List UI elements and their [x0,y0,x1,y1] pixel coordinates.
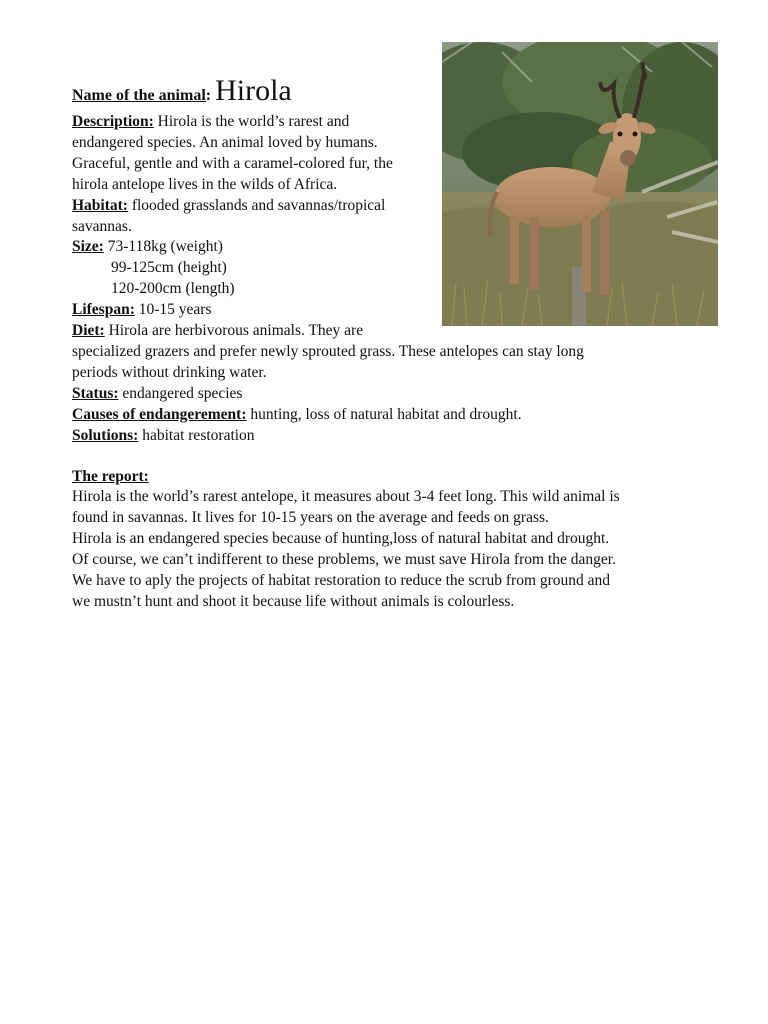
habitat-text-2: savannas. [72,217,132,235]
causes-label: Causes of endangerement: [72,405,247,423]
report-line-2: found in savannas. It lives for 10-15 years on the average and feeds on grass. [72,509,549,527]
animal-name: Hirola [215,74,292,107]
lifespan-label: Lifespan: [72,301,135,319]
description-text-4: hirola antelope lives in the wilds of Africa. [72,175,338,193]
name-label: Name of the animal [72,87,206,104]
size-line-1 [72,237,712,258]
size-weight: 73-118kg (weight) [107,238,223,256]
diet-line-1 [72,321,712,342]
diet-text-2: specialized grazers and prefer newly sprouted grass. These antelopes can stay long [72,342,584,360]
habitat-text-1: flooded grasslands and savannas/tropical [131,196,386,214]
report-line-3: Hirola is an endangered species because of hunting,loss of natural habitat and drought. [72,530,610,548]
fact-sheet [72,76,712,613]
habitat-label: Habitat: [72,196,128,214]
name-colon: : [205,87,212,104]
report-line-5: We have to aply the projects of habitat restoration to reduce the scrub from ground and [72,572,611,590]
description-label: Description: [72,113,154,130]
solutions-label: Solutions: [72,426,139,444]
title-line [72,76,712,112]
report-line-1: Hirola is the world’s rarest antelope, it measures about 3-4 feet long. This wild animal is [72,488,620,506]
lifespan-value: 10-15 years [138,301,212,319]
section-gap [72,447,712,467]
description-text-1: Hirola is the world’s rarest and [157,113,350,130]
size-label: Size: [72,238,104,256]
status-value: endangered species [122,384,243,402]
diet-text-3: periods without drinking water. [72,363,267,381]
report-heading-line [72,467,712,488]
description-text-3: Graceful, gentle and with a caramel-colored fur, the [72,154,393,172]
status-line [72,384,712,405]
diet-text-1: Hirola are herbivorous animals. They are [108,322,364,340]
habitat-line-1 [72,196,712,217]
report-line-4: Of course, we can’t indifferent to these problems, we must save Hirola from the danger. [72,551,616,569]
report-line-6: we mustn’t hunt and shoot it because life without animals is colourless. [72,592,515,610]
status-label: Status: [72,384,119,402]
report-heading: The report: [72,467,149,485]
causes-line [72,405,712,426]
causes-value: hunting, loss of natural habitat and drought. [250,405,522,423]
description-line-1 [72,112,712,133]
lifespan-line [72,300,712,321]
diet-label: Diet: [72,322,105,340]
size-length: 120-200cm (length) [111,280,235,298]
size-height: 99-125cm (height) [111,259,227,277]
solutions-value: habitat restoration [142,426,255,444]
description-text-2: endangered species. An animal loved by humans. [72,133,378,151]
solutions-line [72,426,712,447]
